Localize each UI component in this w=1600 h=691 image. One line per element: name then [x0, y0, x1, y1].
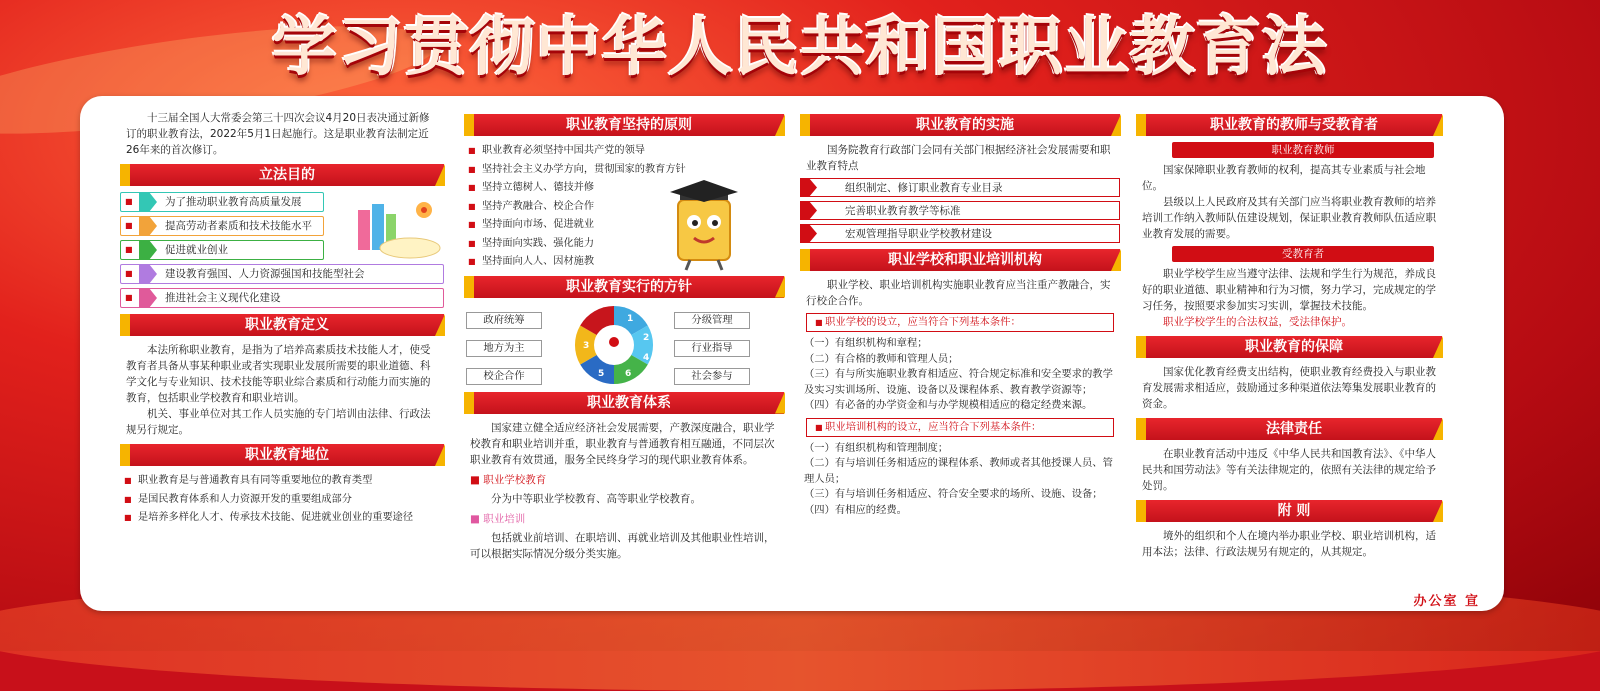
purpose-item: ■ 建设教育强国、人力资源强国和技能型社会 — [120, 264, 444, 284]
training-text: 包括就业前培训、在职培训、再就业培训及其他职业性培训，可以根据实际情况分级分类实施。 — [470, 531, 775, 560]
wheel-number: 2 — [643, 332, 650, 343]
policy-box: 行业指导 — [674, 340, 750, 357]
student-subheading: 受教育者 — [1172, 246, 1434, 262]
implementation-item: 完善职业教育教学等标准 — [800, 201, 1120, 220]
purpose-item: ■ 推进社会主义现代化建设 — [120, 288, 444, 308]
section-header-principles: 职业教育坚持的原则 — [464, 114, 784, 136]
status-item: ■ 是国民教育体系和人力资源开发的重要组成部分 — [120, 491, 444, 510]
section-header-appendix: 附 则 — [1136, 500, 1442, 522]
definition-text-2: 机关、事业单位对其工作人员实施的专门培训由法律、行政法规另行规定。 — [126, 408, 431, 436]
teacher-text-2: 县级以上人民政府及其有关部门应当将职业教育教师的培养培训工作纳入教师队伍建设规划，保证职业教育教师队伍适应职业教育发展的需要。 — [1142, 196, 1436, 240]
section-header-implementation: 职业教育的实施 — [800, 114, 1120, 136]
title-bar — [0, 8, 1600, 88]
book-mascot-illustration — [660, 180, 750, 272]
principle-item: ■ 坚持面向实践、强化能力 — [464, 235, 654, 254]
guarantee-text: 国家优化教育经费支出结构，使职业教育经费投入与职业教育发展需求相适应，鼓励通过多种渠道依法筹集发展职业教育的资金。 — [1142, 366, 1436, 410]
condition-item: （四）有相应的经费。 — [804, 503, 907, 516]
wheel-number: 4 — [643, 352, 650, 363]
policy-diagram — [464, 304, 784, 386]
principle-list — [464, 142, 686, 272]
definition-text: 本法所称职业教育，是指为了培养高素质技术技能人才，使受教育者具备从事某种职业或者实现职业发展所需要的职业道德、科学文化与专业知识、技术技能等职业综合素质和行动能力而实施的教育，包括职业学校教育和职业培训。 — [126, 344, 431, 404]
column-3 — [800, 96, 1120, 611]
wheel-number: 3 — [583, 340, 590, 351]
section-header-teachers: 职业教育的教师与受教育者 — [1136, 114, 1442, 136]
principle-item: ■ 坚持社会主义办学方向，贯彻国家的教育方针 — [464, 161, 784, 180]
liability-text: 在职业教育活动中违反《中华人民共和国教育法》、《中华人民共和国劳动法》等有关法律规定的，依照有关法律的规定给予处罚。 — [1142, 448, 1436, 492]
column-1 — [120, 96, 444, 611]
column-2 — [464, 96, 784, 611]
training-conditions — [800, 441, 1120, 519]
page-title: 学习贯彻中华人民共和国职业教育法 — [272, 11, 1328, 85]
status-item: ■ 是培养多样化人才、传承技术技能、促进就业创业的重要途径 — [120, 509, 444, 528]
wheel-number: 5 — [598, 368, 605, 379]
column-4 — [1136, 96, 1442, 611]
section-header-guarantee: 职业教育的保障 — [1136, 336, 1442, 358]
footer-office: 办公室 宣 — [1413, 594, 1480, 609]
books-illustration — [348, 196, 444, 262]
principle-item: ■ 职业教育必须坚持中国共产党的领导 — [464, 142, 654, 161]
training-requirement-heading: ■ 职业培训机构的设立，应当符合下列基本条件： — [806, 418, 1114, 437]
arrow-icon — [139, 217, 157, 235]
implementation-item: 宏观管理指导职业学校教材建设 — [800, 224, 1120, 243]
arrow-icon — [139, 265, 157, 283]
principle-item: ■ 坚持立德树人、德技并修 — [464, 179, 654, 198]
arrow-icon — [801, 179, 817, 196]
purpose-item: ■ 为了推动职业教育高质量发展 — [120, 192, 324, 212]
teacher-subheading: 职业教育教师 — [1172, 142, 1434, 158]
policy-box: 政府统筹 — [466, 312, 542, 329]
section-header-policy: 职业教育实行的方针 — [464, 276, 784, 298]
policy-wheel — [564, 304, 664, 386]
condition-item: （二）有合格的教师和管理人员； — [804, 352, 959, 365]
status-item: ■ 职业教育是与普通教育具有同等重要地位的教育类型 — [120, 472, 444, 491]
principle-item: ■ 坚持面向市场、促进就业 — [464, 216, 654, 235]
section-header-definition: 职业教育定义 — [120, 314, 444, 336]
arrow-icon — [139, 289, 157, 307]
system-text: 国家建立健全适应经济社会发展需要，产教深度融合，职业学校教育和职业培训并重，职业教育与普通教育相互融通，不同层次职业教育有效贯通，服务全民终身学习的现代职业教育体系。 — [470, 421, 775, 466]
principle-item: ■ 坚持产教融合、校企合作 — [464, 198, 654, 217]
school-education-text: 分为中等职业学校教育、高等职业学校教育。 — [491, 492, 701, 505]
section-header-purpose: 立法目的 — [120, 164, 444, 186]
wheel-number: 1 — [627, 313, 634, 324]
principle-item: ■ 坚持面向人人、因材施教 — [464, 253, 654, 272]
section-header-institutions: 职业学校和职业培训机构 — [800, 249, 1120, 271]
school-conditions — [800, 336, 1120, 414]
purpose-item: ■ 提高劳动者素质和技术技能水平 — [120, 216, 324, 236]
content-panel — [80, 96, 1504, 611]
condition-item: （三）有与培训任务相适应、符合安全要求的场所、设施、设备； — [804, 488, 1103, 500]
arrow-icon — [139, 241, 157, 259]
arrow-icon — [139, 193, 157, 211]
student-text: 职业学校学生应当遵守法律、法规和学生行为规范，养成良好的职业道德、职业精神和行为习惯，努力学习，完成规定的学习任务，按照要求参加实习实训，掌握技术技能。 — [1142, 268, 1436, 312]
appendix-text: 境外的组织和个人在境内举办职业学校、职业培训机构，适用本法；法律、行政法规另有规定的，从其规定。 — [1142, 530, 1436, 558]
condition-item: （三）有与所实施职业教育相适应、符合规定标准和安全要求的教学及实习实训场所、设施、设备以及课程体系、教育教学资源等； — [804, 368, 1113, 396]
condition-item: （一）有组织机构和章程； — [804, 337, 928, 349]
condition-item: （一）有组织机构和管理制度； — [804, 441, 949, 454]
section-header-status: 职业教育地位 — [120, 444, 444, 466]
school-education-heading: ■ 职业学校教育 — [470, 473, 547, 486]
condition-item: （四）有必备的办学资金和与办学规模相适应的稳定经费来源。 — [804, 399, 1093, 411]
teacher-text: 国家保障职业教育教师的权利，提高其专业素质与社会地位。 — [1142, 164, 1426, 192]
arrow-icon — [801, 225, 817, 242]
implementation-item: 组织制定、修订职业教育专业目录 — [800, 178, 1120, 197]
student-rights-text: 职业学校学生的合法权益，受法律保护。 — [1163, 316, 1352, 328]
intro-text: 十三届全国人大常委会第三十四次会议4月20日表决通过新修订的职业教育法，2022年5月1日起施行。这是职业教育法制定近26年来的首次修订。 — [126, 112, 430, 156]
policy-box: 校企合作 — [466, 368, 542, 385]
purpose-item: ■ 促进就业创业 — [120, 240, 324, 260]
section-header-system: 职业教育体系 — [464, 392, 784, 414]
institutions-text: 职业学校、职业培训机构实施职业教育应当注重产教融合，实行校企合作。 — [806, 279, 1111, 307]
status-list — [120, 472, 444, 528]
school-requirement-heading: ■ 职业学校的设立，应当符合下列基本条件： — [806, 313, 1114, 332]
training-heading: ■ 职业培训 — [470, 512, 526, 525]
wheel-number: 6 — [625, 368, 632, 379]
condition-item: （二）有与培训任务相适应的课程体系、教师或者其他授课人员、管理人员； — [804, 457, 1113, 485]
section-header-liability: 法律责任 — [1136, 418, 1442, 440]
policy-box: 分级管理 — [674, 312, 750, 329]
policy-box: 地方为主 — [466, 340, 542, 357]
policy-box: 社会参与 — [674, 368, 750, 385]
purpose-list — [120, 192, 365, 308]
arrow-icon — [801, 202, 817, 219]
implementation-text: 国务院教育行政部门会同有关部门根据经济社会发展需要和职业教育特点 — [806, 144, 1111, 172]
